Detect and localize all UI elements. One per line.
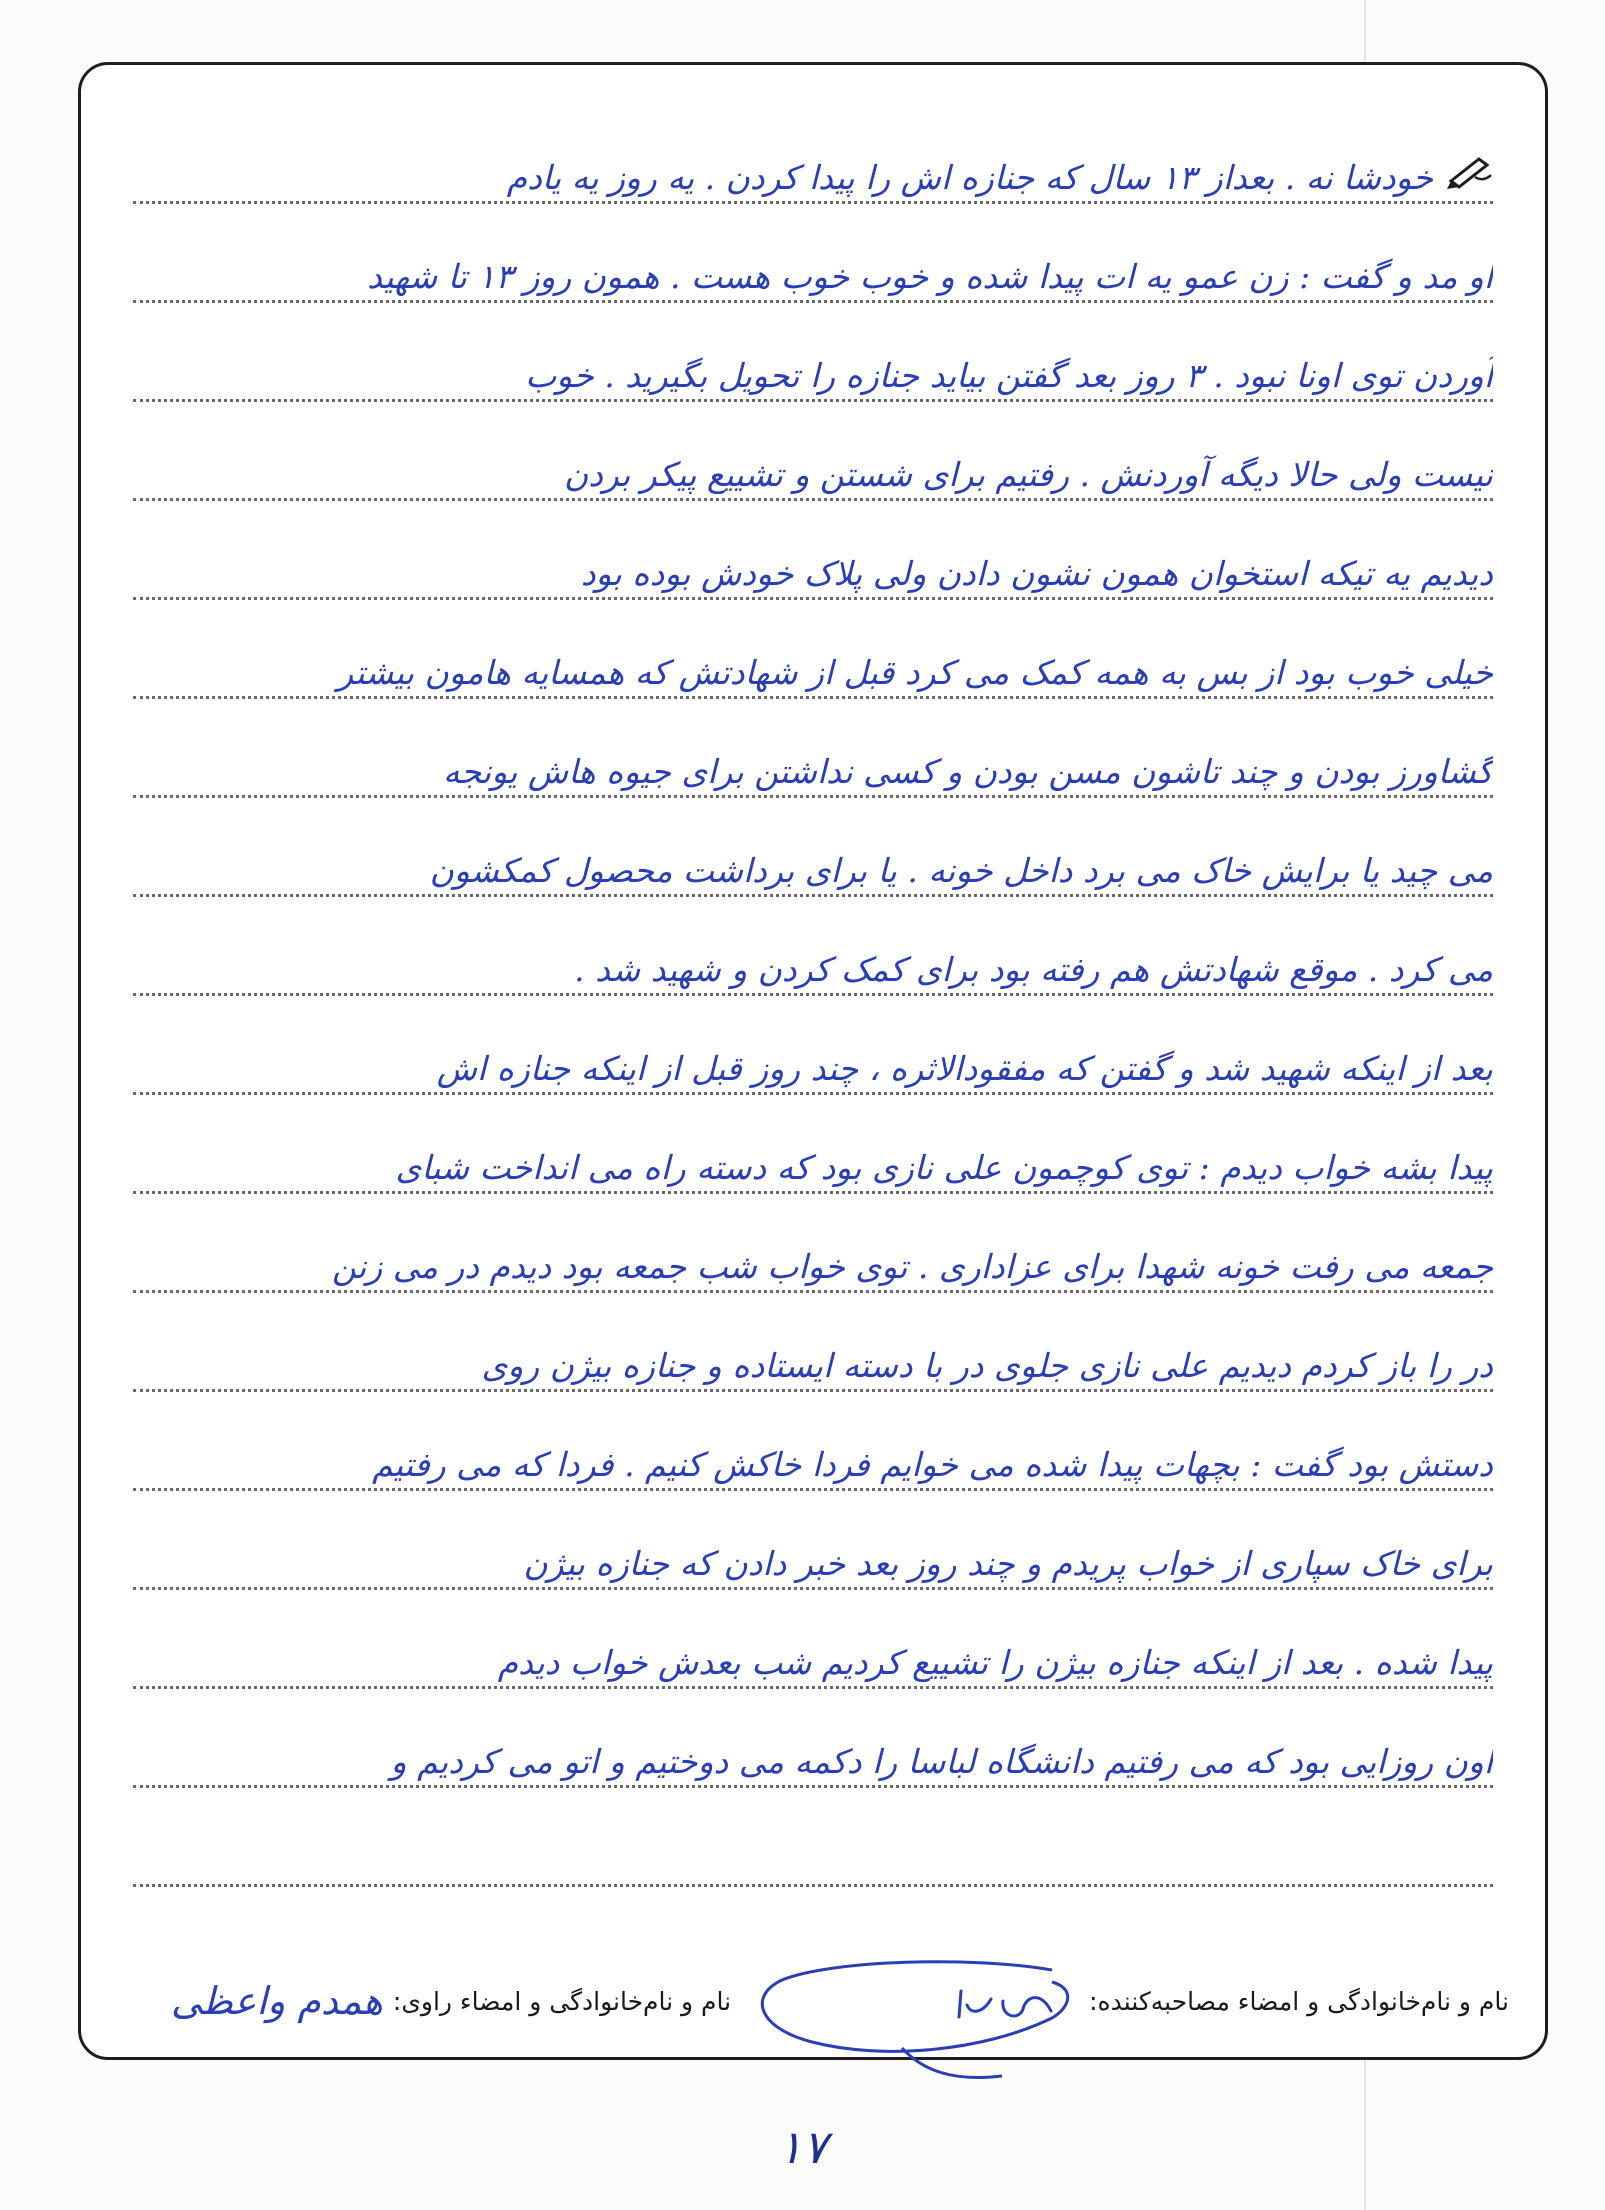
ruled-line [133, 1293, 1493, 1392]
ruled-line [133, 1491, 1493, 1590]
ruled-line [133, 996, 1493, 1095]
ruled-line [133, 1689, 1493, 1788]
ruled-line [133, 1392, 1493, 1491]
narrator-name: همدم واعظی [170, 1979, 383, 2023]
handwritten-text: در را باز کردم دیدیم علی نازی جلوی در با دسته ایستاده و جنازه بیژن روی [481, 1346, 1493, 1385]
ruled-line [133, 600, 1493, 699]
ruled-line [133, 501, 1493, 600]
ruled-line [133, 1590, 1493, 1689]
signature-loop [752, 1958, 1082, 2088]
ruled-line [133, 1788, 1493, 1887]
handwritten-text: جمعه می رفت خونه شهدا برای عزاداری . توی خواب شب جمعه بود دیدم در می زنن [332, 1247, 1493, 1286]
ruled-line [133, 798, 1493, 897]
handwritten-text: می چید یا برایش خاک می برد داخل خونه . یا برای برداشت محصول کمکشون [429, 851, 1493, 890]
handwritten-text: بعد از اینکه شهید شد و گفتن که مفقودالاثره ، چند روز قبل از اینکه جنازه اش [436, 1049, 1493, 1088]
ruled-line [133, 1194, 1493, 1293]
ruled-line [133, 699, 1493, 798]
handwritten-text: پیدا بشه خواب دیدم : توی کوچمون علی نازی بود که دسته راه می انداخت شبای [395, 1148, 1493, 1187]
handwritten-text: دیدیم یه تیکه استخوان همون نشون دادن ولی پلاک خودش بوده بود [580, 554, 1493, 593]
handwritten-text: او مد و گفت : زن عمو یه ات پیدا شده و خوب خوب هست . همون روز ۱۳ تا شهید [367, 257, 1493, 296]
ruled-line [133, 204, 1493, 303]
narrator-label: نام و نام‌خانوادگی و امضاء راوی: [392, 1986, 732, 2016]
handwritten-text: برای خاک سپاری از خواب پریدم و چند روز بعد خبر دادن که جنازه بیژن [523, 1544, 1493, 1583]
handwritten-text: پیدا شده . بعد از اینکه جنازه بیژن را تشییع کردیم شب بعدش خواب دیدم [497, 1643, 1493, 1682]
page-number: ۱۷ [777, 2120, 828, 2174]
pen-icon [1445, 151, 1493, 191]
handwritten-text: می کرد . موقع شهادتش هم رفته بود برای کمک کردن و شهید شد . [574, 950, 1493, 989]
handwritten-text: دستش بود گفت : بچهات پیدا شده می خوایم فردا خاکش کنیم . فردا که می رفتیم [372, 1445, 1493, 1484]
ruled-line [133, 402, 1493, 501]
handwritten-text: خودشا نه . بعداز ۱۳ سال که جنازه اش را پیدا کردن . یه روز یه یادم [506, 158, 1433, 197]
ruled-line [133, 1095, 1493, 1194]
handwritten-lines [133, 105, 1493, 1887]
ruled-line [133, 105, 1493, 204]
interviewer-label: نام و نام‌خانوادگی و امضاء مصاحبه‌کننده: [1089, 1986, 1509, 2016]
ruled-line [133, 897, 1493, 996]
handwritten-text: اون روزایی بود که می رفتیم دانشگاه لباسا را دکمه می دوختیم و اتو می کردیم و [390, 1742, 1493, 1781]
handwritten-text: خیلی خوب بود از بس به همه کمک می کرد قبل از شهادتش که همسایه هامون بیشتر [337, 653, 1493, 692]
ruled-line [133, 303, 1493, 402]
handwritten-text: نیست ولی حالا دیگه آوردنش . رفتیم برای شستن و تشییع پیکر بردن [564, 455, 1493, 494]
handwritten-text: گشاورز بودن و چند تاشون مسن بودن و کسی نداشتن برای جیوه هاش یونجه [443, 752, 1493, 791]
handwritten-text: آوردن توی اونا نبود . ۳ روز بعد گفتن بیاید جنازه را تحویل بگیرید . خوب [525, 356, 1493, 395]
page-frame [78, 62, 1548, 2060]
